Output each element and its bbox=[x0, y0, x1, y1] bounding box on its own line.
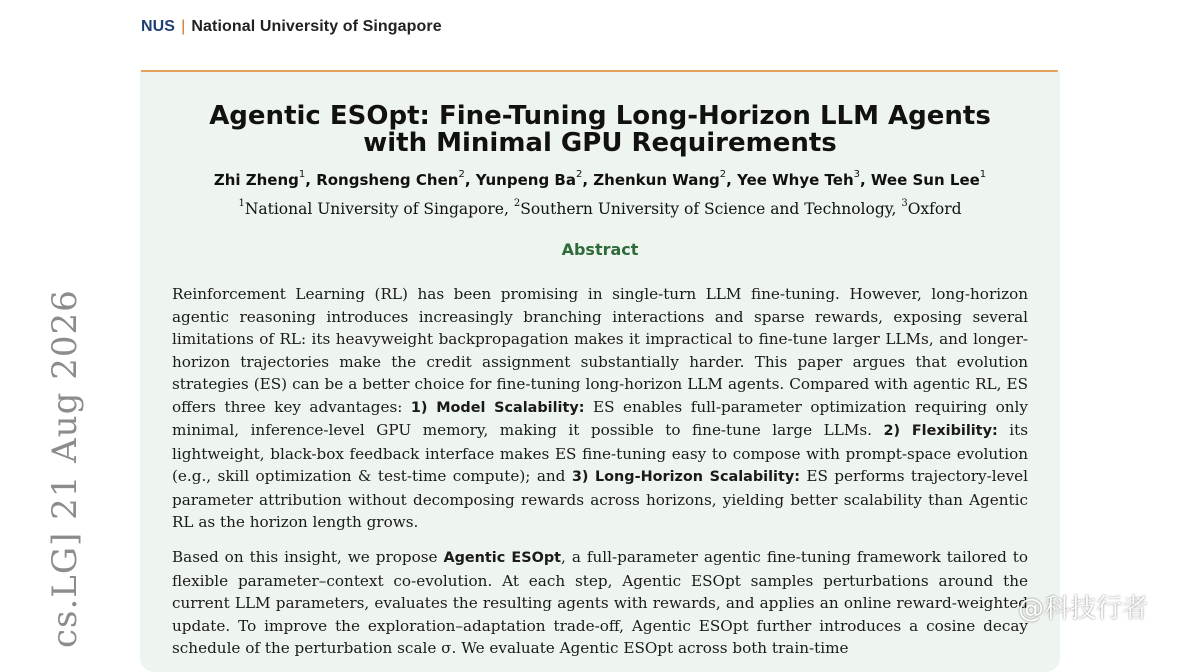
author: Yee Whye Teh$^3$ bbox=[737, 169, 860, 189]
title-line-1: Agentic ESOpt: Fine-Tuning Long-Horizon LLM Agents bbox=[209, 101, 991, 131]
title-line-2: with Minimal GPU Requirements bbox=[363, 128, 837, 158]
author: Rongsheng Chen$^2$ bbox=[316, 169, 465, 189]
author: Yunpeng Ba$^2$ bbox=[475, 169, 583, 189]
author: Wee Sun Lee$^1$ bbox=[870, 169, 987, 189]
author-list: Zhi Zheng$^1$, Rongsheng Chen$^2$, Yunpeng Ba$^2$, Zhenkun Wang$^2$, Yee Whye Teh$^3$, Wee Sun Lee$^1$ bbox=[213, 169, 987, 189]
header-separator: | bbox=[181, 18, 186, 35]
abstract-paragraph-1: Reinforcement Learning (RL) has been promising in single-turn LLM fine-tuning. However, long-horizon agentic reasoning introduces increasingly branching interactions and sparse rewards, exposing several limitations of RL: its heavyweight backpropagation makes it impractical to fine-tune larger LLMs, and longer-horizon trajectories make the credit assignment substantially harder. This paper argues that evolution strategies (ES) can be a better choice for fine-tuning long-horizon LLM agents. Compared with agentic RL, ES offers three key advantages: 1) Model Scalability: ES enables full-parameter optimization requiring only minimal, inference-level GPU memory, making it possible to fine-tune large LLMs. 2) Flexibility: its lightweight, black-box feedback interface makes ES fine-tuning easy to compose with prompt-space evolution (e.g., skill optimization & test-time compute); and 3) Long-Horizon Scalability: ES performs trajectory-level parameter attribution without decomposing rewards across horizons, yielding better scalability than Agentic RL as the horizon length grows. bbox=[172, 285, 1029, 531]
institution-header bbox=[141, 18, 442, 36]
abstract-heading: Abstract bbox=[561, 240, 639, 259]
arxiv-side-stamp: cs.LG] 21 Aug 2026 bbox=[45, 289, 85, 648]
paper-title bbox=[140, 103, 1060, 157]
author: Zhi Zheng$^1$ bbox=[213, 169, 306, 189]
affiliation-list: $^1$National University of Singapore, $^2$Southern University of Science and Technology, $^3$Oxford bbox=[238, 198, 962, 218]
author: Zhenkun Wang$^2$ bbox=[593, 169, 727, 189]
org-short-name: NUS bbox=[141, 18, 176, 35]
org-full-name: National University of Singapore bbox=[191, 18, 442, 35]
abstract-paragraph-2: Based on this insight, we propose Agentic ESOpt, a full-parameter agentic fine-tuning framework tailored to flexible parameter–context co-evolution. At each step, Agentic ESOpt samples perturbations around the current LLM parameters, evaluates the resulting agents with rewards, and applies an online reward-weighted update. To improve the exploration–adaptation trade-off, Agentic ESOpt further introduces a cosine decay schedule of the perturbation scale σ. We evaluate Agentic ESOpt across both train-time bbox=[172, 548, 1028, 657]
source-watermark: @科技行者 bbox=[1018, 594, 1149, 624]
